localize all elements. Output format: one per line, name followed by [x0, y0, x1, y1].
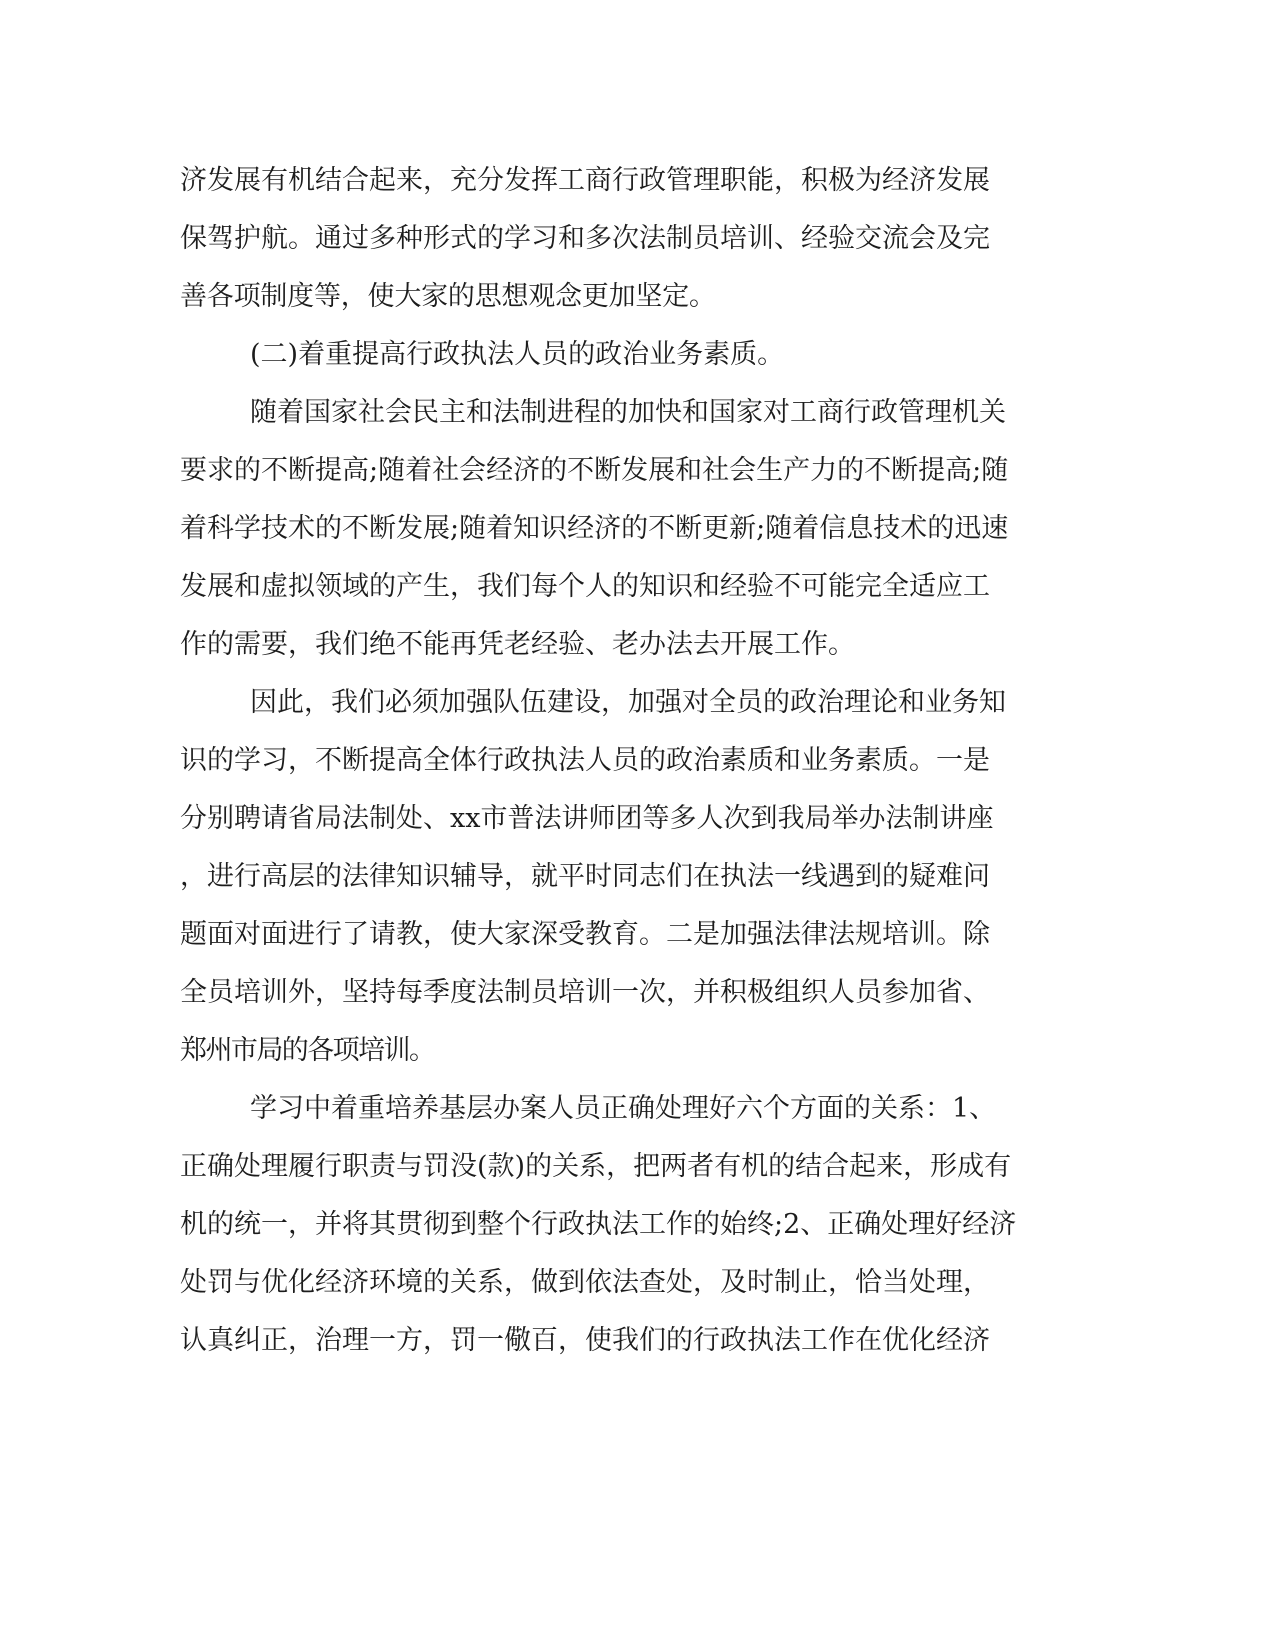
text-line: 识的学习，不断提高全体行政执法人员的政治素质和业务素质。一是 [180, 745, 990, 776]
text-line: 要求的不断提高;随着社会经济的不断发展和社会生产力的不断提高;随 [180, 455, 1009, 486]
text-line: ，进行高层的法律知识辅导，就平时同志们在执法一线遇到的疑难问 [180, 861, 990, 892]
text-line: 学习中着重培养基层办案人员正确处理好六个方面的关系：1、 [250, 1093, 997, 1124]
text-line: 因此，我们必须加强队伍建设，加强对全员的政治理论和业务知 [250, 687, 1006, 718]
text-line: 处罚与优化经济环境的关系，做到依法查处，及时制止，恰当处理， [180, 1267, 990, 1298]
text-line: 认真纠正，治理一方，罚一儆百，使我们的行政执法工作在优化经济 [180, 1325, 990, 1356]
text-line: 机的统一，并将其贯彻到整个行政执法工作的始终;2、正确处理好经济 [180, 1209, 1017, 1240]
text-line: 善各项制度等，使大家的思想观念更加坚定。 [180, 281, 716, 312]
text-line: 随着国家社会民主和法制进程的加快和国家对工商行政管理机关 [250, 397, 1006, 428]
text-line: 题面对面进行了请教，使大家深受教育。二是加强法律法规培训。除 [180, 919, 990, 950]
text-line: 分别聘请省局法制处、xx市普法讲师团等多人次到我局举办法制讲座 [180, 803, 994, 834]
text-line: 全员培训外，坚持每季度法制员培训一次，并积极组织人员参加省、 [180, 977, 990, 1008]
text-line: 着科学技术的不断发展;随着知识经济的不断更新;随着信息技术的迅速 [180, 513, 1009, 544]
section-heading: (二)着重提高行政执法人员的政治业务素质。 [250, 339, 785, 370]
text-line: 济发展有机结合起来，充分发挥工商行政管理职能，积极为经济发展 [180, 165, 990, 196]
text-line: 发展和虚拟领域的产生，我们每个人的知识和经验不可能完全适应工 [180, 571, 990, 602]
text-line: 保驾护航。通过多种形式的学习和多次法制员培训、经验交流会及完 [180, 223, 990, 254]
text-line: 郑州市局的各项培训。 [180, 1035, 435, 1066]
text-line: 正确处理履行职责与罚没(款)的关系，把两者有机的结合起来，形成有 [180, 1151, 1012, 1182]
text-line: 作的需要，我们绝不能再凭老经验、老办法去开展工作。 [180, 629, 855, 660]
